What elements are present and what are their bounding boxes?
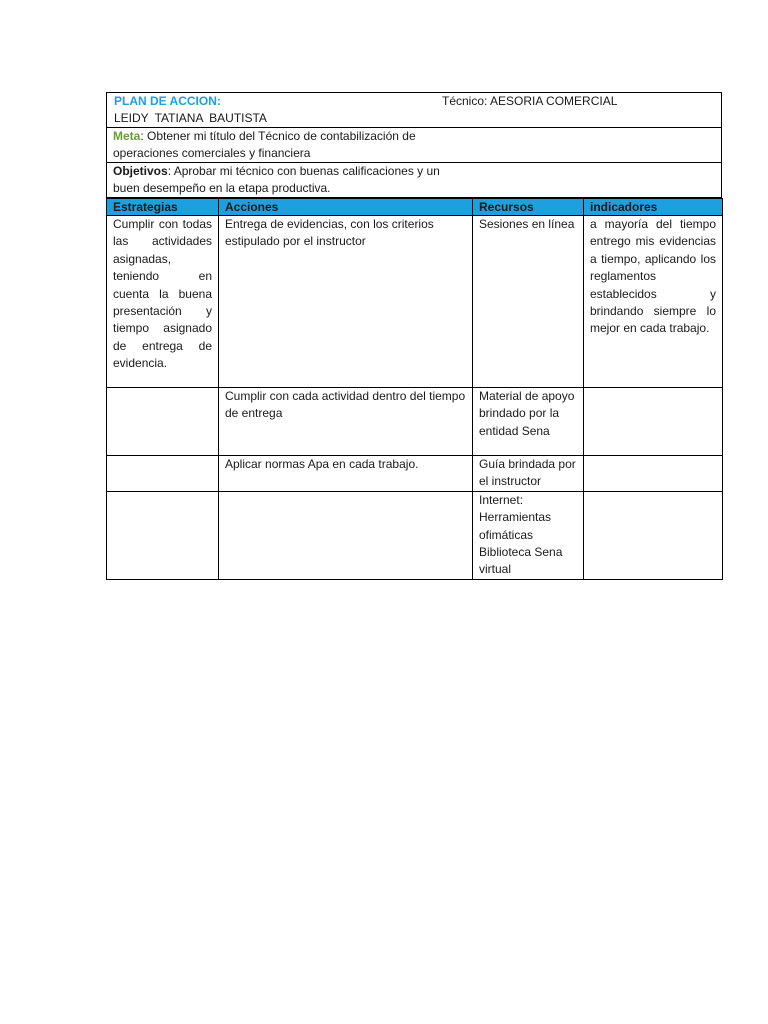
cell-recurso: Guía brindada por el instructor [473, 456, 584, 492]
objetivos-row [107, 163, 721, 198]
cell-estrategia [107, 388, 219, 456]
objetivos-text: : Aprobar mi técnico con buenas calificaciones y un buen desempeño en la etapa productiva. [113, 164, 440, 196]
cell-indicador [584, 491, 723, 579]
header-recursos: Recursos [473, 199, 584, 216]
tecnico-title: Técnico: AESORIA COMERCIAL [442, 94, 618, 108]
cell-estrategia [107, 491, 219, 579]
objetivos-label: Objetivos [113, 164, 168, 178]
meta-text: : Obtener mi título del Técnico de contabilización de operaciones comerciales y financiera [113, 129, 416, 161]
meta-row [107, 128, 721, 163]
header-estrategias: Estrategias [107, 199, 219, 216]
cell-indicador: a mayoría del tiempo entrego mis evidencias a tiempo, aplicando los reglamentos establecidos y brindando siempre lo mejor en cada trabajo. [584, 216, 723, 388]
meta-label: Meta [113, 129, 141, 143]
strategy-table [106, 198, 723, 580]
cell-recurso: Sesiones en línea [473, 216, 584, 388]
cell-estrategia: Cumplir con todas las actividades asignadas, teniendo en cuenta la buena presentación y tiempo asignado de entrega de evidencia. [107, 216, 219, 388]
cell-accion [219, 491, 473, 579]
table-row [107, 388, 723, 456]
cell-accion: Entrega de evidencias, con los criterios estipulado por el instructor [219, 216, 473, 388]
header-acciones: Acciones [219, 199, 473, 216]
objetivos-text-block [113, 163, 443, 197]
student-name: LEIDY TATIANA BAUTISTA [114, 111, 267, 125]
cell-recurso: Material de apoyo brindado por la entidad Sena [473, 388, 584, 456]
meta-text-block [113, 128, 443, 162]
plan-header-box [106, 92, 722, 198]
cell-estrategia [107, 456, 219, 492]
action-plan-document [106, 92, 722, 580]
cell-accion: Cumplir con cada actividad dentro del tiempo de entrega [219, 388, 473, 456]
table-row [107, 456, 723, 492]
table-row [107, 491, 723, 579]
header-indicadores: indicadores [584, 199, 723, 216]
table-row [107, 216, 723, 388]
cell-recurso: Internet: Herramientas ofimáticas Biblioteca Sena virtual [473, 491, 584, 579]
plan-header-row [107, 93, 721, 128]
plan-title: PLAN DE ACCION: [114, 94, 221, 108]
table-header-row [107, 199, 723, 216]
cell-accion: Aplicar normas Apa en cada trabajo. [219, 456, 473, 492]
cell-indicador [584, 456, 723, 492]
cell-indicador [584, 388, 723, 456]
